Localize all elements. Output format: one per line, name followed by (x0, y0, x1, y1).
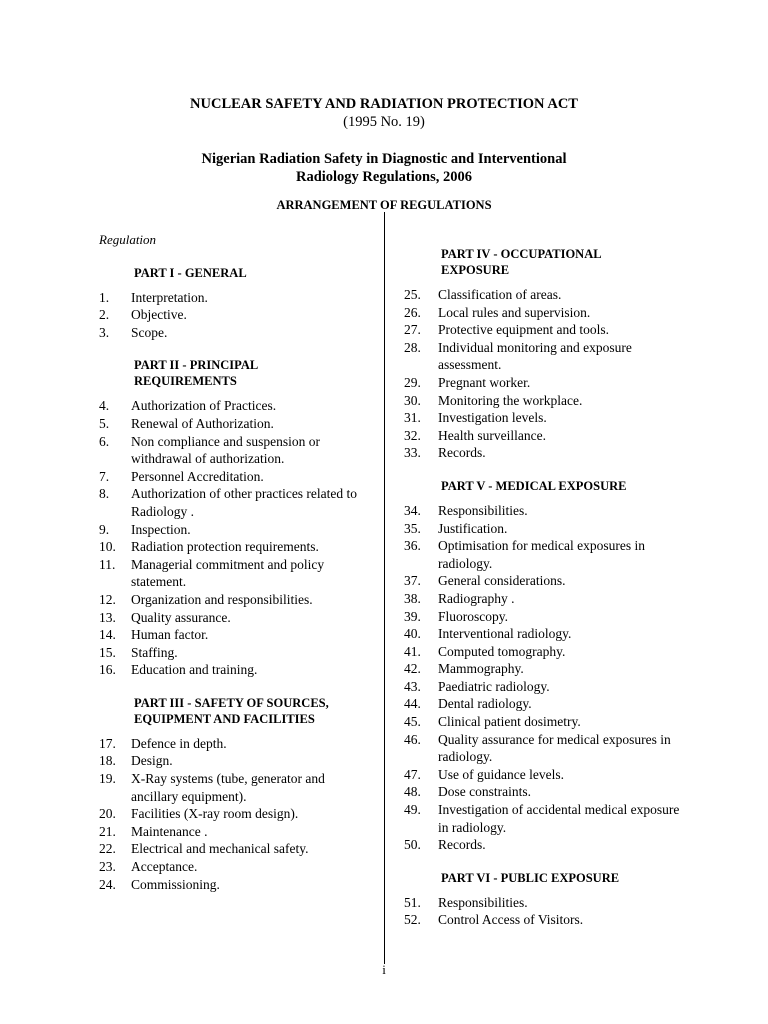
regulation-title: General considerations. (438, 573, 566, 589)
regulation-item (99, 433, 369, 468)
regulation-number: 21. (99, 823, 116, 839)
regulation-number: 38. (404, 590, 421, 606)
regulation-number: 39. (404, 608, 421, 624)
regulation-label: Regulation (99, 232, 157, 247)
regulation-number: 12. (99, 591, 116, 607)
regulation-item (99, 858, 369, 876)
regulation-number: 18. (99, 753, 116, 769)
regulation-number: 23. (99, 859, 116, 875)
regulation-title: Optimisation for medical exposures in radiology. (438, 538, 645, 571)
regulation-item (404, 894, 684, 912)
part-heading (404, 246, 661, 278)
part-heading-line: PART I - GENERAL (134, 265, 247, 280)
regulation-item (99, 485, 369, 520)
arrangement-heading: ARRANGEMENT OF REGULATIONS (276, 198, 492, 212)
part-heading-line: PART III - SAFETY OF SOURCES, (134, 695, 329, 710)
regulation-number: 29. (404, 374, 421, 390)
regulation-title: Defence in depth. (131, 735, 227, 751)
regulation-number: 24. (99, 876, 116, 892)
regulation-title: Individual monitoring and exposure assessment. (438, 339, 632, 373)
regulation-number: 36. (404, 538, 421, 554)
regulation-item (404, 590, 684, 608)
regulation-number: 10. (99, 539, 116, 555)
regulation-title: Maintenance . (131, 823, 208, 839)
regulation-title: Human factor. (131, 627, 209, 643)
regulation-item (99, 556, 369, 591)
regulation-number: 11. (99, 556, 116, 572)
part-section (404, 246, 684, 462)
regulation-item (99, 805, 369, 823)
regulation-number: 9. (99, 521, 110, 537)
regulation-number: 51. (404, 894, 421, 910)
regulation-item (404, 537, 684, 572)
regulation-title: Responsibilities. (438, 894, 528, 910)
regulation-number: 25. (404, 287, 421, 302)
regulation-number: 4. (99, 398, 110, 414)
regulation-title: Electrical and mechanical safety. (131, 841, 309, 857)
regulation-item (99, 324, 369, 342)
part-heading-line: EQUIPMENT AND FACILITIES (134, 711, 315, 726)
regulation-number: 41. (404, 643, 421, 659)
regulation-title: Records. (438, 445, 486, 461)
regulation-item (99, 752, 369, 770)
regulation-title: Scope. (131, 324, 168, 340)
left-parts (99, 265, 369, 894)
regulation-list (99, 735, 369, 893)
regulation-number: 31. (404, 410, 421, 426)
regulation-item (404, 801, 684, 836)
regulation-title: Quality assurance. (131, 609, 231, 625)
part-heading-line: PART II - PRINCIPAL (134, 358, 259, 373)
regulation-title: Commissioning. (131, 876, 220, 892)
regulation-title: Investigation levels. (438, 410, 547, 426)
regulation-title: Design. (131, 753, 173, 769)
regulation-number: 42. (404, 661, 421, 677)
regulation-number: 17. (99, 735, 116, 751)
regulation-list (99, 397, 369, 679)
regulation-title: Interpretation. (131, 289, 208, 305)
regulation-title: Renewal of Authorization. (131, 415, 274, 431)
part-heading (99, 695, 354, 727)
regulation-number: 37. (404, 573, 421, 589)
regulation-title: Facilities (X-ray room design). (131, 806, 299, 822)
regulation-title: Paediatric radiology. (438, 678, 550, 694)
regulation-number: 5. (99, 415, 110, 431)
regulation-item (99, 876, 369, 894)
regulation-item (99, 823, 369, 841)
act-number: (1995 No. 19) (343, 114, 425, 130)
regulation-title: Non compliance and suspension or withdrawal of authorization. (131, 433, 320, 467)
regulation-number: 33. (404, 445, 421, 461)
part-heading (99, 357, 354, 389)
regulation-number: 19. (99, 771, 116, 787)
regulation-item (99, 591, 369, 609)
part-heading (404, 478, 661, 494)
regulation-item (404, 374, 684, 392)
regulation-title: Education and training. (131, 662, 258, 678)
regulation-title: Interventional radiology. (438, 626, 572, 642)
regulation-number: 52. (404, 912, 421, 928)
regulation-number: 43. (404, 678, 421, 694)
regulation-list (404, 894, 684, 929)
regulation-item (404, 911, 684, 929)
regulation-item (404, 678, 684, 696)
regulation-item (99, 626, 369, 644)
regulation-number: 7. (99, 468, 110, 484)
regulation-title-line2: Radiology Regulations, 2006 (295, 169, 473, 185)
regulation-number: 14. (99, 627, 116, 643)
regulation-title: Computed tomography. (438, 643, 566, 659)
act-title: NUCLEAR SAFETY AND RADIATION PROTECTION ACT (190, 96, 578, 112)
regulation-item (404, 783, 684, 801)
regulation-number: 34. (404, 502, 421, 518)
part-heading-line: REQUIREMENTS (134, 374, 237, 389)
right-column (404, 246, 684, 945)
regulation-item (404, 572, 684, 590)
regulation-item (99, 609, 369, 627)
regulation-number: 3. (99, 324, 110, 340)
regulation-number: 8. (99, 486, 110, 502)
regulation-item (404, 713, 684, 731)
regulation-title: Protective equipment and tools. (438, 322, 609, 338)
part-section (99, 265, 369, 342)
regulation-list (99, 289, 369, 342)
regulation-item (404, 409, 684, 427)
regulation-item (404, 520, 684, 538)
regulation-number: 13. (99, 609, 116, 625)
regulation-item (404, 625, 684, 643)
regulation-title: Local rules and supervision. (438, 304, 591, 320)
regulation-item (99, 735, 369, 753)
part-heading (404, 870, 661, 886)
regulation-item (404, 444, 684, 462)
regulation-title: Authorization of other practices related to Radiology . (131, 486, 358, 519)
regulation-title: Investigation of accidental medical exposure in radiology. (438, 802, 680, 835)
regulation-item (404, 836, 684, 854)
regulation-title: Dental radiology. (438, 696, 532, 712)
page-number: i (382, 962, 386, 977)
regulation-number: 40. (404, 626, 421, 642)
regulation-item (404, 339, 684, 374)
regulation-item (404, 392, 684, 410)
regulation-title: Inspection. (131, 521, 191, 537)
regulation-title: X-Ray systems (tube, generator and ancillary equipment). (131, 771, 325, 804)
regulation-title: Pregnant worker. (438, 374, 531, 390)
regulation-number: 27. (404, 322, 421, 338)
regulation-item (99, 289, 369, 307)
regulation-title: Control Access of Visitors. (438, 912, 584, 928)
regulation-item (404, 643, 684, 661)
regulation-title: Radiography . (438, 590, 515, 606)
regulation-list (404, 286, 684, 462)
regulation-number: 2. (99, 307, 110, 323)
regulation-title: Monitoring the workplace. (438, 392, 583, 408)
regulation-item (404, 731, 684, 766)
regulation-title: Organization and responsibilities. (131, 591, 313, 607)
regulation-item (404, 502, 684, 520)
regulation-item (99, 397, 369, 415)
regulation-item (99, 840, 369, 858)
regulation-number: 46. (404, 731, 421, 747)
regulation-title: Records. (438, 837, 486, 853)
regulation-item (404, 766, 684, 784)
regulation-title: Classification of areas. (438, 287, 562, 302)
regulation-title: Use of guidance levels. (438, 766, 564, 782)
regulation-number: 22. (99, 841, 116, 857)
regulation-item (404, 608, 684, 626)
regulation-item (99, 468, 369, 486)
regulation-list (404, 502, 684, 854)
left-column (99, 231, 369, 909)
regulation-number: 20. (99, 806, 116, 822)
part-section (99, 357, 369, 679)
part-heading (99, 265, 354, 281)
regulation-number: 28. (404, 339, 421, 355)
regulation-number: 47. (404, 766, 421, 782)
regulation-number: 35. (404, 520, 421, 536)
regulation-item (99, 644, 369, 662)
regulation-item (404, 695, 684, 713)
regulation-title: Responsibilities. (438, 502, 528, 518)
regulation-item (404, 304, 684, 322)
regulation-title: Objective. (131, 307, 187, 323)
right-parts (404, 246, 684, 929)
regulation-number: 49. (404, 802, 421, 818)
regulation-number: 48. (404, 784, 421, 800)
regulation-item (404, 427, 684, 445)
column-divider (384, 212, 385, 964)
regulation-item (99, 306, 369, 324)
regulation-title: Authorization of Practices. (131, 398, 277, 414)
regulation-number: 16. (99, 662, 116, 678)
regulation-item (99, 770, 369, 805)
regulation-title: Personnel Accreditation. (131, 468, 264, 484)
part-heading-line: EXPOSURE (441, 263, 510, 277)
regulation-title: Fluoroscopy. (438, 608, 508, 624)
regulation-item (99, 415, 369, 433)
regulation-item (404, 321, 684, 339)
part-heading-line: PART VI - PUBLIC EXPOSURE (441, 870, 620, 885)
regulation-number: 6. (99, 433, 110, 449)
regulation-item (99, 521, 369, 539)
part-heading-line: PART IV - OCCUPATIONAL (441, 247, 602, 261)
part-section (99, 695, 369, 893)
part-section (404, 478, 684, 854)
regulation-number: 50. (404, 837, 421, 853)
regulation-number: 26. (404, 304, 421, 320)
part-heading-line: PART V - MEDICAL EXPOSURE (441, 478, 627, 493)
regulation-title: Clinical patient dosimetry. (438, 714, 581, 730)
regulation-title: Acceptance. (131, 859, 198, 875)
regulation-item (99, 661, 369, 679)
regulation-title: Quality assurance for medical exposures in radiology. (438, 731, 671, 765)
regulation-title: Staffing. (131, 644, 178, 660)
regulation-title: Health surveillance. (438, 427, 546, 443)
regulation-number: 1. (99, 289, 110, 305)
part-section (404, 870, 684, 929)
regulation-number: 30. (404, 392, 421, 408)
regulation-number: 32. (404, 427, 421, 443)
regulation-title: Radiation protection requirements. (131, 539, 319, 555)
regulation-title-line1: Nigerian Radiation Safety in Diagnostic and Interventional (201, 151, 567, 167)
regulation-item (404, 660, 684, 678)
regulation-number: 45. (404, 714, 421, 730)
regulation-number: 44. (404, 696, 421, 712)
regulation-title: Dose constraints. (438, 784, 531, 800)
regulation-title: Mammography. (438, 661, 524, 677)
regulation-title: Managerial commitment and policy statement. (131, 556, 325, 590)
regulation-number: 15. (99, 644, 116, 660)
regulation-title: Justification. (438, 520, 508, 536)
regulation-item (404, 286, 684, 304)
regulation-item (99, 538, 369, 556)
